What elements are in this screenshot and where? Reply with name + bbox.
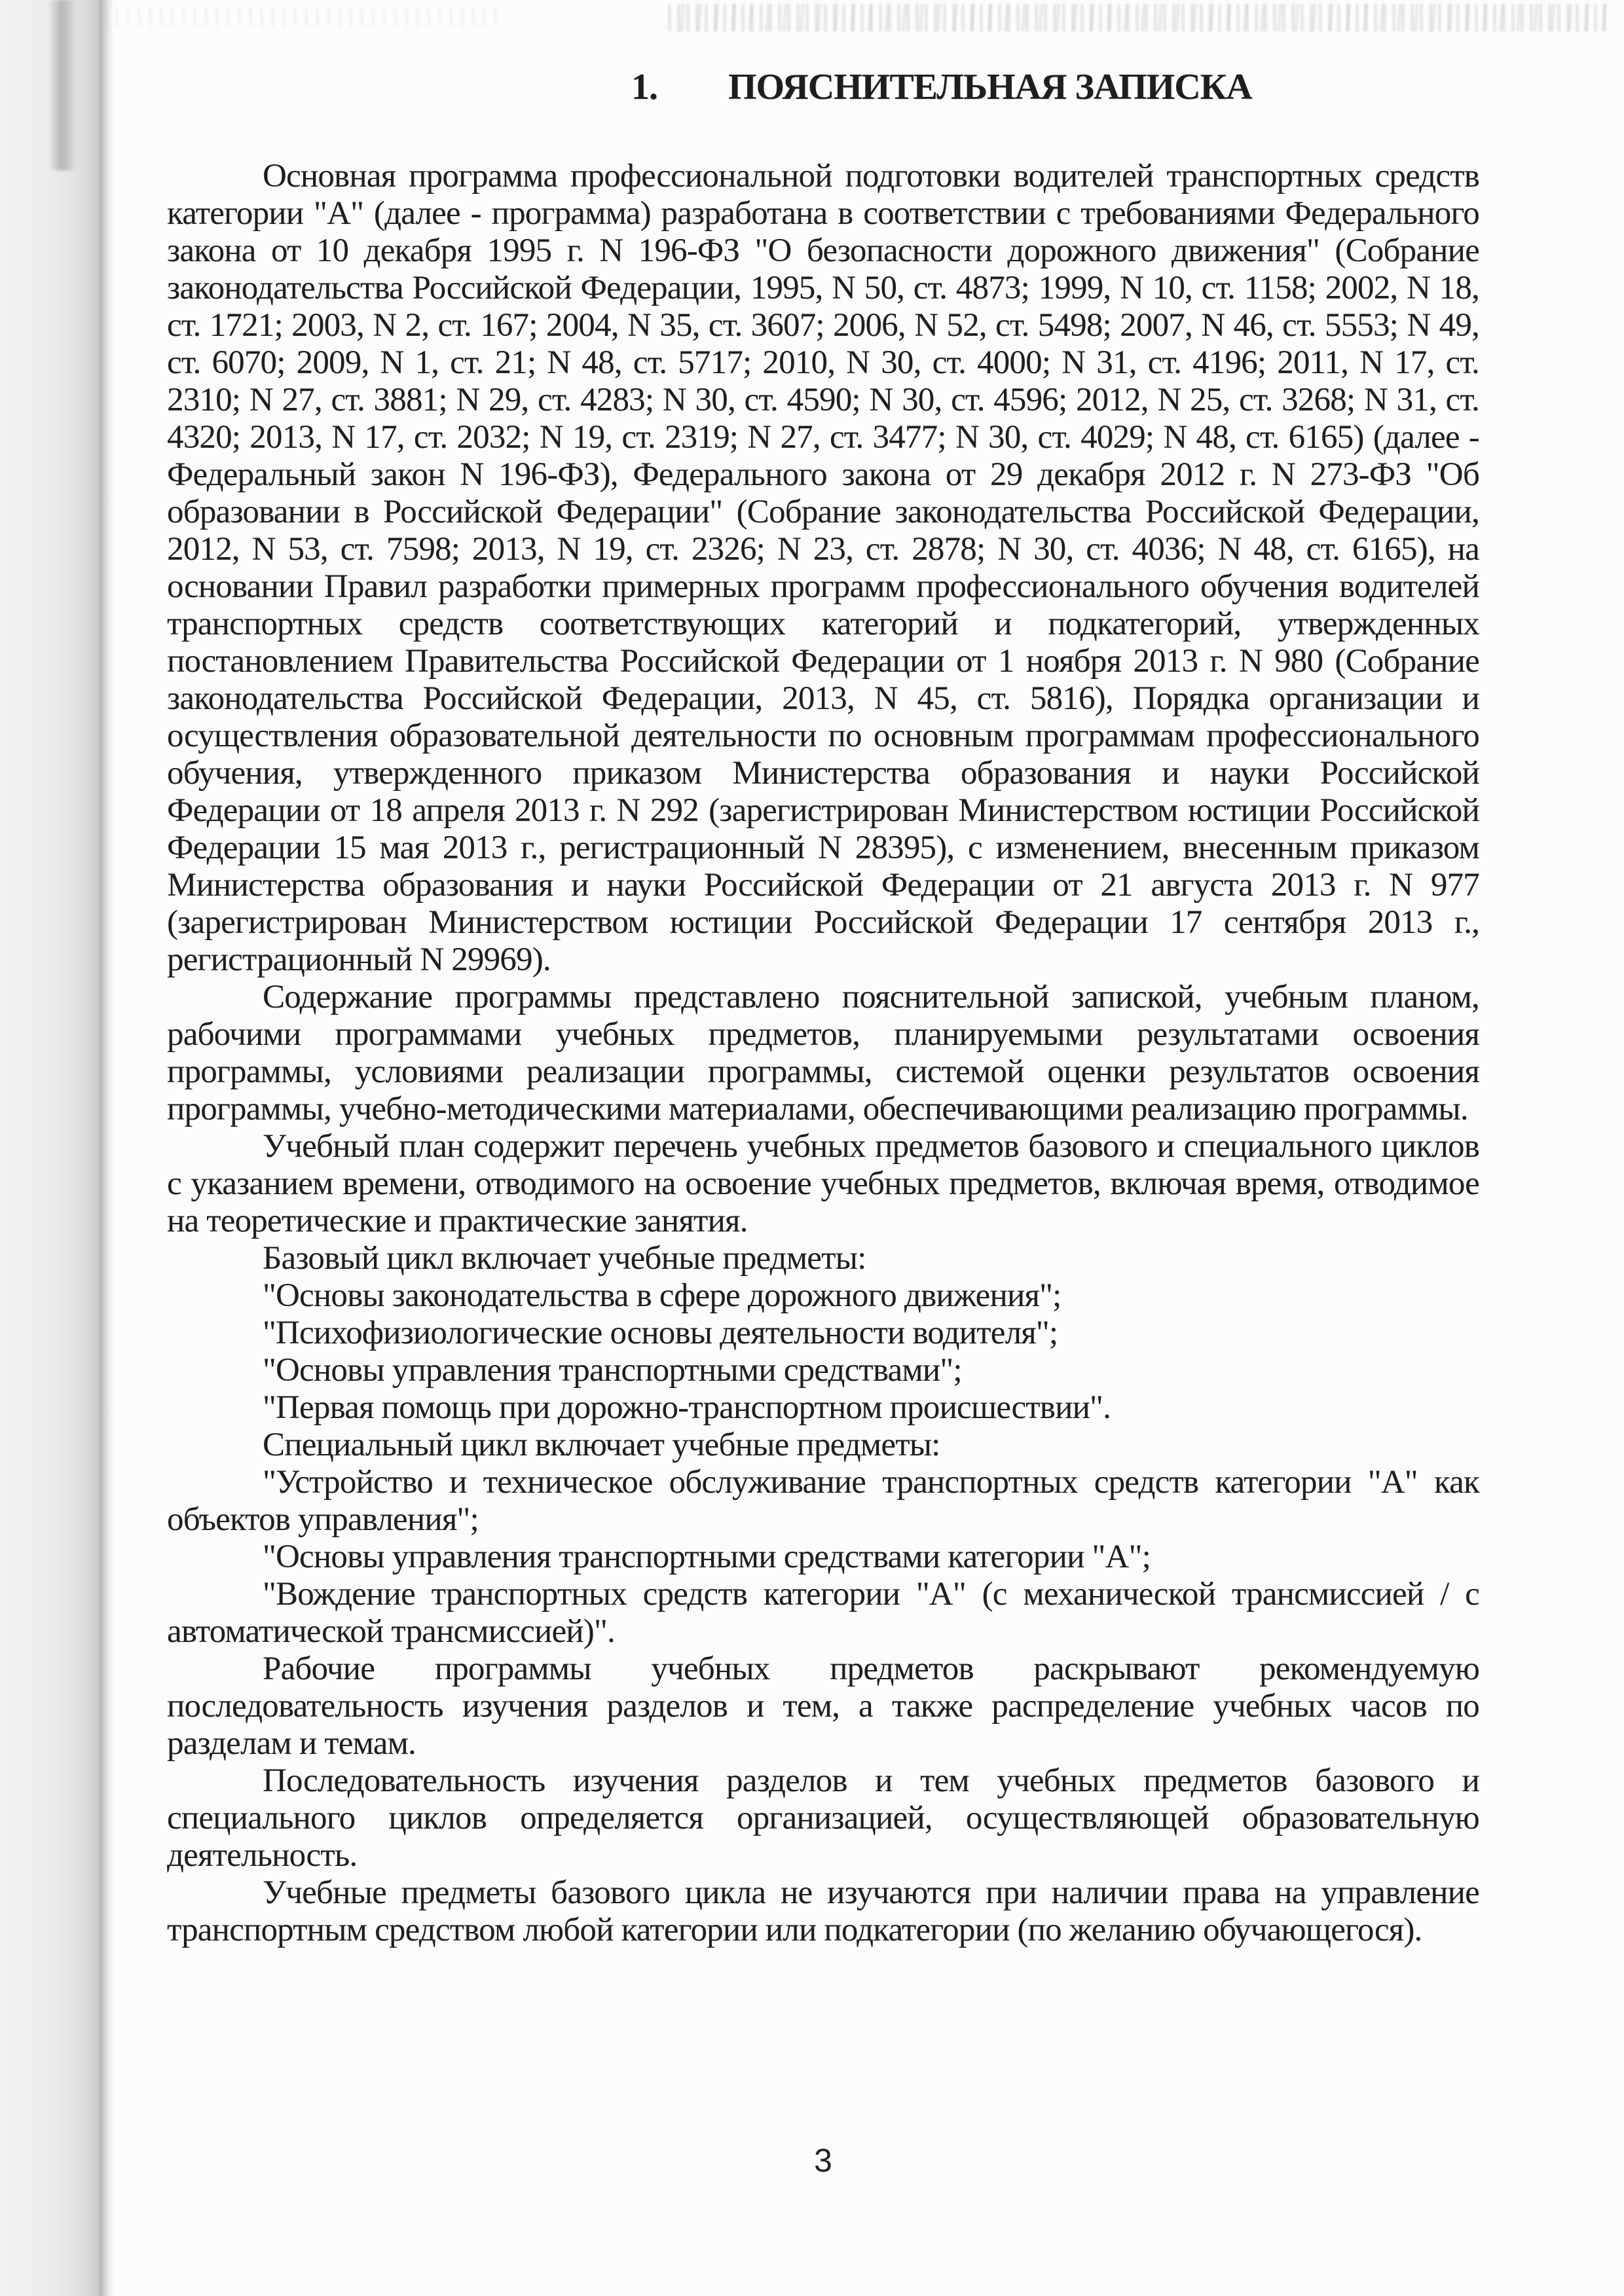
- paragraph: "Устройство и техническое обслуживание транспортных средств категории "А" как объектов управления";: [167, 1464, 1479, 1538]
- paragraph: Специальный цикл включает учебные предметы:: [263, 1427, 940, 1463]
- scan-noise-top-left: [105, 7, 498, 26]
- paragraph: Учебный план содержит перечень учебных предметов базового и специального циклов с указанием времени, отводимого на освоение учебных предметов, включая время, отводимое на теоретические и практические занятия.: [167, 1128, 1479, 1239]
- paragraph: Основная программа профессиональной подготовки водителей транспортных средств категории "А" (далее - программа) разработана в соответствии с требованиями Федерального закона от 10 декабря 1995 г. N 196-ФЗ "О безопасности дорожного движения" (Собрание законодательства Российской Федерации, 1995, N 50, ст. 4873; 1999, N 10, ст. 1158; 2002, N 18, ст. 1721; 2003, N 2, ст. 167; 2004, N 35, ст. 3607; 2006, N 52, ст. 5498; 2007, N 46, ст. 5553; N 49, ст. 6070; 2009, N 1, ст. 21; N 48, ст. 5717; 2010, N 30, ст. 4000; N 31, ст. 4196; 2011, N 17, ст. 2310; N 27, ст. 3881; N 29, ст. 4283; N 30, ст. 4590; N 30, ст. 4596; 2012, N 25, ст. 3268; N 31, ст. 4320; 2013, N 17, ст. 2032; N 19, ст. 2319; N 27, ст. 3477; N 30, ст. 4029; N 48, ст. 6165) (далее - Федеральный закон N 196-ФЗ), Федерального закона от 29 декабря 2012 г. N 273-ФЗ "Об образовании в Российской Федерации" (Собрание законодательства Российской Федерации, 2012, N 53, ст. 7598; 2013, N 19, ст. 2326; N 23, ст. 2878; N 30, ст. 4036; N 48, ст. 6165), на основании Правил разработки примерных программ профессионального обучения водителей транспортных средств соответствующих категорий и подкатегорий, утвержденных постановлением Правительства Российской Федерации от 1 ноября 2013 г. N 980 (Собрание законодательства Российской Федерации, 2013, N 45, ст. 5816), Порядка организации и осуществления образовательной деятельности по основным программам профессионального обучения, утвержденного приказом Министерства образования и науки Российской Федерации от 18 апреля 2013 г. N 292 (зарегистрирован Министерством юстиции Российской Федерации 15 мая 2013 г., регистрационный N 28395), с изменением, внесенным приказом Министерства образования и науки Российской Федерации от 21 августа 2013 г. N 977 (зарегистрирован Министерством юстиции Российской Федерации 17 сентября 2013 г., регистрационный N 29969).: [167, 158, 1480, 978]
- paragraph: "Основы управления транспортными средствами";: [263, 1352, 962, 1389]
- paragraph: Базовый цикл включает учебные предметы:: [263, 1240, 866, 1277]
- paragraph: Содержание программы представлено пояснительной запиской, учебным планом, рабочими программами учебных предметов, планируемыми результатами освоения программы, условиями реализации программы, системой оценки результатов освоения программы, учебно-методическими материалами, обеспечивающими реализацию программы.: [167, 979, 1479, 1127]
- paragraph: Последовательность изучения разделов и тем учебных предметов базового и специального циклов определяется организацией, осуществляющей образовательную деятельность.: [167, 1762, 1479, 1874]
- paragraph: "Основы управления транспортными средствами категории "А";: [263, 1539, 1151, 1575]
- paragraph: "Психофизиологические основы деятельности водителя";: [263, 1315, 1058, 1351]
- page-footer: [167, 2142, 1479, 2179]
- paper-left-edge-shadow: [100, 0, 114, 2296]
- heading-number: 1.: [631, 67, 657, 107]
- document-body: [167, 158, 1479, 1949]
- paragraph: Учебные предметы базового цикла не изучаются при наличии права на управление транспортным средством любой категории или подкатегории (по желанию обучающегося).: [167, 1874, 1479, 1948]
- scanner-background: [0, 0, 100, 2296]
- section-heading: [631, 64, 1252, 110]
- page-number: 3: [814, 2142, 832, 2179]
- paper-left-edge-shadow-top: [48, 0, 77, 170]
- heading-title: ПОЯСНИТЕЛЬНАЯ ЗАПИСКА: [728, 67, 1252, 107]
- paragraph: "Первая помощь при дорожно-транспортном происшествии".: [263, 1389, 1111, 1426]
- paragraph: Рабочие программы учебных предметов раскрывают рекомендуемую последовательность изучения разделов и тем, а также распределение учебных часов по разделам и темам.: [167, 1650, 1479, 1762]
- paragraph: "Основы законодательства в сфере дорожного движения";: [263, 1277, 1061, 1314]
- paragraph: "Вождение транспортных средств категории "А" (с механической трансмиссией / с автоматической трансмиссией)".: [167, 1576, 1479, 1650]
- scan-noise-top-right: [668, 4, 1612, 31]
